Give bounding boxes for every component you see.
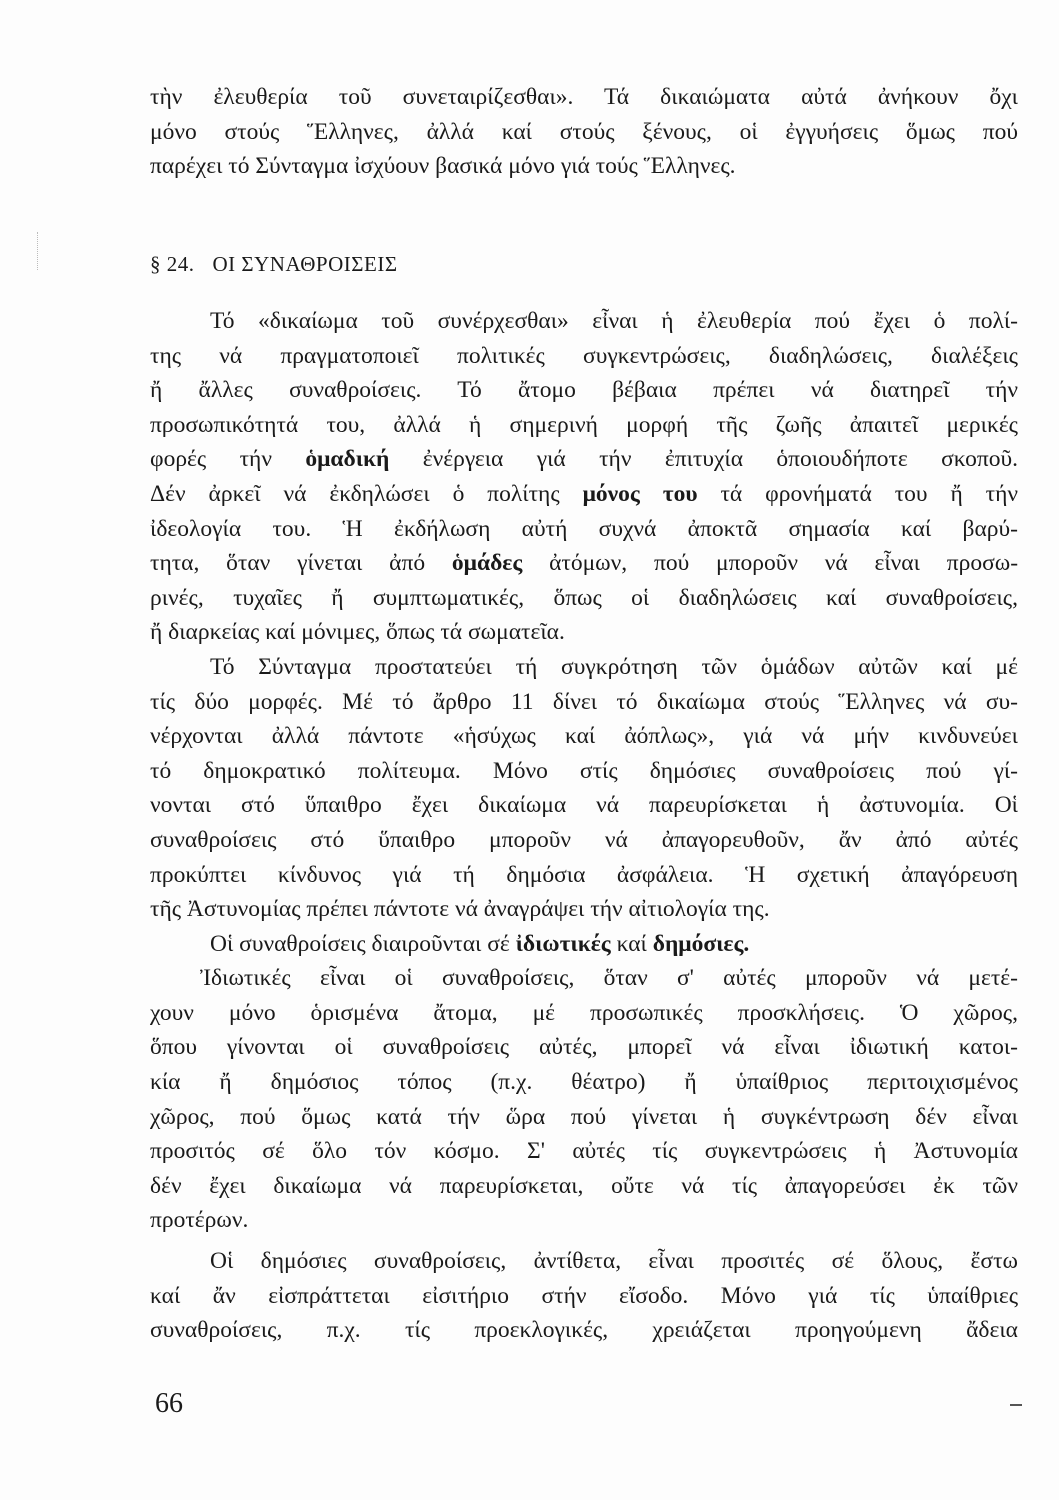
text-line: ἤ ἄλλες συναθροίσεις. Τό ἄτομο βέβαια πρέπει νά διατηρεῖ τήν bbox=[150, 377, 1018, 404]
text-span: τά φρονήματά του ἤ τήν bbox=[720, 480, 1019, 507]
text-span: Δέν ἀρκεῖ νά ἐκδηλώσει ὁ πολίτης bbox=[150, 480, 560, 507]
text-line: προτέρων. bbox=[150, 1207, 249, 1234]
text-line: Ἰδιωτικές εἶναι οἱ συναθροίσεις, ὅταν σ' αὐτές μποροῦν νά μετέ- bbox=[200, 965, 1018, 992]
text-line: συναθροίσεις στό ὕπαιθρο μποροῦν νά ἀπαγορευθοῦν, ἄν ἀπό αὐτές bbox=[150, 826, 1018, 853]
text-line: κία ἤ δημόσιος τόπος (π.χ. θέατρο) ἤ ὑπαίθριος περιτοιχισμένος bbox=[150, 1069, 1018, 1096]
text-line: ὅπου γίνονται οἱ συναθροίσεις αὐτές, μπορεῖ νά εἶναι ἰδιωτική κατοι- bbox=[150, 1034, 1018, 1061]
text-line: προσωπικότητά του, ἀλλά ἡ σημερινή μορφή τῆς ζωῆς ἀπαιτεῖ μερικές bbox=[150, 411, 1018, 438]
text-line: ἰδεολογία του. Ἡ ἐκδήλωση αὐτή συχνά ἀποκτᾶ σημασία καί βαρύ- bbox=[150, 515, 1018, 542]
text-line: δέν ἔχει δικαίωμα νά παρευρίσκεται, οὔτε νά τίς ἀπαγορεύσει ἐκ τῶν bbox=[150, 1172, 1018, 1199]
bold-term: μόνος του bbox=[582, 480, 698, 507]
text-line: τίς δύο μορφές. Μέ τό ἄρθρο 11 δίνει τό δικαίωμα στούς Ἕλληνες νά συ- bbox=[150, 688, 1018, 715]
text-line: ἤ διαρκείας καί μόνιμες, ὅπως τά σωματεῖα. bbox=[150, 619, 565, 646]
text-line: Οἱ δημόσιες συναθροίσεις, ἀντίθετα, εἶναι προσιτές σέ ὅλους, ἔστω bbox=[210, 1248, 1018, 1275]
text-line: της νά πραγματοποιεῖ πολιτικές συγκεντρώσεις, διαδηλώσεις, διαλέξεις bbox=[150, 342, 1018, 369]
text-line bbox=[150, 546, 1018, 581]
text-span: ἀτόμων, πού μποροῦν νά εἶναι προσω- bbox=[549, 550, 1019, 577]
intro-paragraph bbox=[150, 80, 1018, 184]
text-line: τῆς Ἀστυνομίας πρέπει πάντοτε νά ἀναγράψει τήν αἰτιολογία της. bbox=[150, 896, 770, 923]
text-span: καί bbox=[616, 930, 647, 957]
text-line: ρινές, τυχαῖες ἤ συμπτωματικές, ὅπως οἱ διαδηλώσεις καί συναθροίσεις, bbox=[150, 584, 1018, 611]
section-body bbox=[150, 304, 1018, 1348]
text-line: νέρχονται ἀλλά πάντοτε «ἡσύχως καί ἀόπλως», γιά νά μήν κινδυνεύει bbox=[150, 723, 1018, 750]
text-span: ἐνέργεια γιά τήν ἐπιτυχία ὁποιουδήποτε σκοποῦ. bbox=[422, 446, 1019, 473]
text-line: νονται στό ὕπαιθρο ἔχει δικαίωμα νά παρευρίσκεται ἡ ἀστυνομία. Οἱ bbox=[150, 792, 1018, 819]
bold-term: ὁμαδική bbox=[305, 446, 390, 473]
margin-mark bbox=[37, 232, 39, 270]
text-line: χῶρος, πού ὅμως κατά τήν ὥρα πού γίνεται ἡ συγκέντρωση δέν εἶναι bbox=[150, 1103, 1018, 1130]
corner-mark bbox=[1010, 1404, 1022, 1406]
section-title: ΟΙ ΣΥΝΑΘΡΟΙΣΕΙΣ bbox=[212, 252, 398, 276]
bold-term: ὁμάδες bbox=[451, 550, 523, 577]
text-line: προκύπτει κίνδυνος γιά τή δημόσια ἀσφάλεια. Ἡ σχετική ἀπαγόρευση bbox=[150, 861, 1018, 888]
text-line: χουν μόνο ὁρισμένα ἄτομα, μέ προσωπικές προσκλήσεις. Ὁ χῶρος, bbox=[150, 999, 1018, 1026]
text-line: προσιτός σέ ὅλο τόν κόσμο. Σ' αὐτές τίς συγκεντρώσεις ἡ Ἀστυνομία bbox=[150, 1138, 1018, 1165]
text-line bbox=[150, 442, 1018, 477]
text-line: συναθροίσεις, π.χ. τίς προεκλογικές, χρειάζεται προηγούμενη ἄδεια bbox=[150, 1317, 1018, 1344]
text-line: τὴν ἐλευθερία τοῦ συνεταιρίζεσθαι». Τά δικαιώματα αὐτά ἀνήκουν ὄχι bbox=[150, 84, 1018, 110]
bold-term: ἰδιωτικές bbox=[515, 930, 611, 957]
section-heading bbox=[150, 252, 398, 277]
bold-term: δημόσιες. bbox=[652, 930, 750, 957]
section-number: § 24. bbox=[150, 252, 195, 276]
text-span: Οἱ συναθροίσεις διαιροῦνται σέ bbox=[210, 930, 510, 957]
text-line bbox=[150, 927, 1018, 962]
text-line: Τό Σύνταγμα προστατεύει τή συγκρότηση τῶν ὁμάδων αὐτῶν καί μέ bbox=[210, 653, 1018, 680]
text-line: Τό «δικαίωμα τοῦ συνέρχεσθαι» εἶναι ἡ ἐλευθερία πού ἔχει ὁ πολί- bbox=[210, 308, 1018, 334]
text-line: καί ἄν εἰσπράττεται εἰσιτήριο στήν εἴσοδο. Μόνο γιά τίς ὑπαίθριες bbox=[150, 1282, 1018, 1309]
page-number: 66 bbox=[155, 1388, 183, 1419]
text-span: τητα, ὅταν γίνεται ἀπό bbox=[150, 550, 426, 577]
text-line: παρέχει τό Σύνταγμα ἰσχύουν βασικά μόνο γιά τούς Ἕλληνες. bbox=[150, 153, 736, 180]
text-line: τό δημοκρατικό πολίτευμα. Μόνο στίς δημόσιες συναθροίσεις πού γί- bbox=[150, 757, 1018, 784]
text-line bbox=[150, 477, 1018, 512]
text-line: μόνο στούς Ἕλληνες, ἀλλά καί στούς ξένους, οἱ ἐγγυήσεις ὅμως πού bbox=[150, 118, 1018, 145]
text-span: φορές τήν bbox=[150, 446, 272, 473]
